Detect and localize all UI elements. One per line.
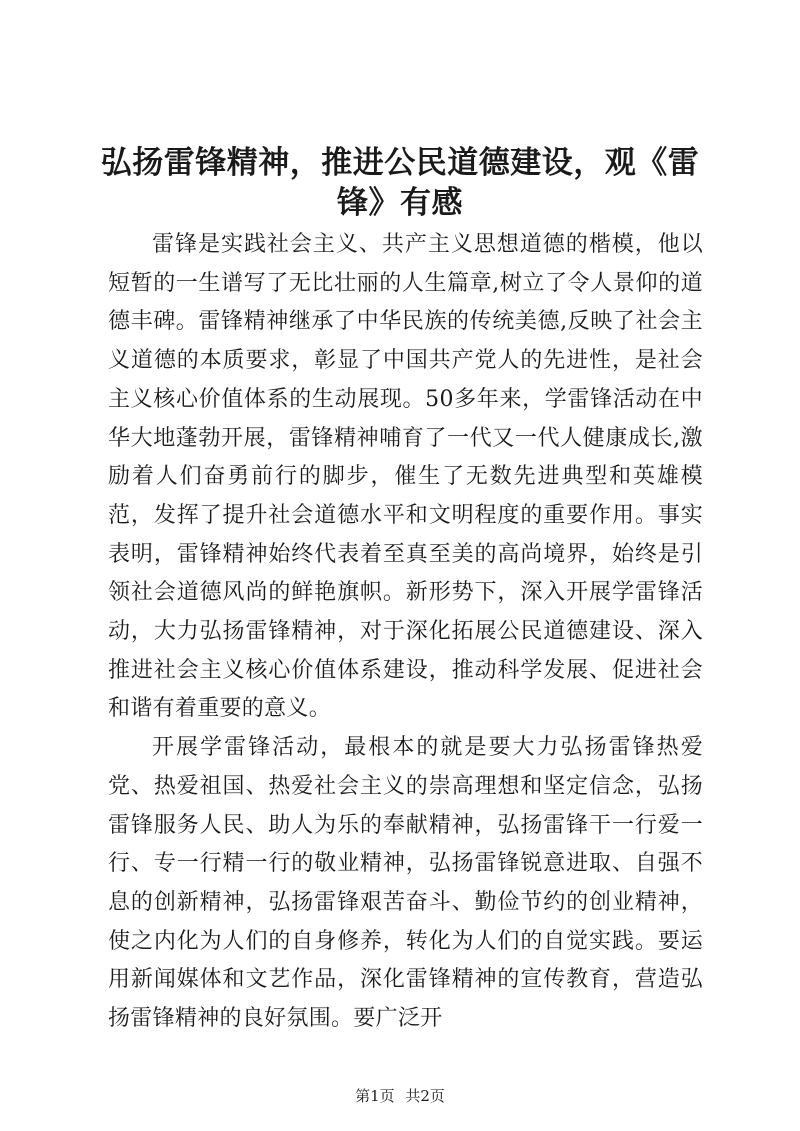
document-body	[108, 226, 703, 1039]
paragraph: 开展学雷锋活动，最根本的就是要大力弘扬雷锋热爱党、热爱祖国、热爱社会主义的崇高理想和坚定信念，弘扬雷锋服务人民、助人为乐的奉献精神，弘扬雷锋干一行爱一行、专一行精一行的敬业精神，弘扬雷锋锐意进取、自强不息的创新精神，弘扬雷锋艰苦奋斗、勤俭节约的创业精神，使之内化为人们的自身修养，转化为人们的自觉实践。要运用新闻媒体和文艺作品，深化雷锋精神的宣传教育，营造弘扬雷锋精神的良好氛围。要广泛开	[108, 735, 703, 1032]
page-title: 弘扬雷锋精神，推进公民道德建设，观《雷锋》有感	[100, 145, 700, 221]
page-number: 第1页	[355, 1087, 395, 1105]
paragraph: 雷锋是实践社会主义、共产主义思想道德的楷模，他以短暂的一生谱写了无比壮丽的人生篇章,树立了令人景仰的道德丰碑。雷锋精神继承了中华民族的传统美德,反映了社会主义道德的本质要求，彰显了中国共产党人的先进性，是社会主义核心价值体系的生动展现。50多年来，学雷锋活动在中华大地蓬勃开展，雷锋精神哺育了一代又一代人健康成长,激励着人们奋勇前行的脚步，催生了无数先进典型和英雄模范，发挥了提升社会道德水平和文明程度的重要作用。事实表明，雷锋精神始终代表着至真至美的高尚境界，始终是引领社会道德风尚的鲜艳旗帜。新形势下，深入开展学雷锋活动，大力弘扬雷锋精神，对于深化拓展公民道德建设、深入推进社会主义核心价值体系建设，推动科学发展、促进社会和谐有着重要的意义。	[108, 232, 703, 722]
page-total: 共2页	[405, 1087, 445, 1105]
page-footer	[0, 1086, 800, 1106]
